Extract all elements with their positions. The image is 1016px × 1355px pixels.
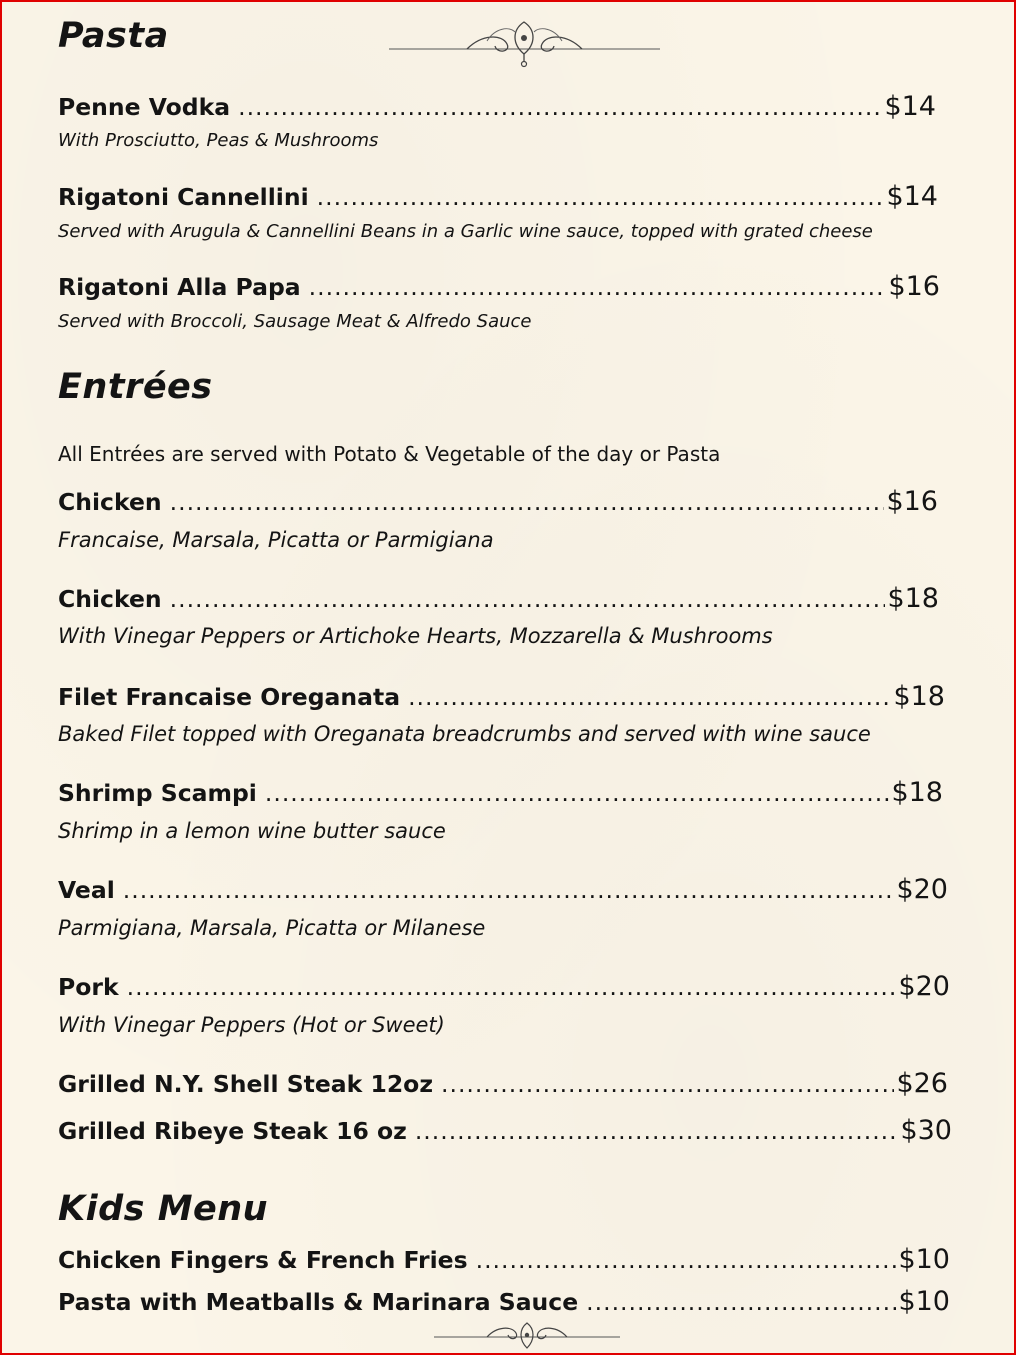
item-price: $20 [896, 874, 948, 905]
menu-item-pasta-meatballs [58, 1287, 950, 1317]
item-description: Baked Filet topped with Oreganata breadcrumbs and served with wine sauce [58, 722, 871, 746]
item-price: $18 [887, 583, 939, 614]
item-name: Veal [58, 876, 115, 904]
menu-item-pork [58, 972, 950, 1002]
menu-item-grilled-ny-shell-steak [58, 1069, 948, 1099]
item-price: $16 [886, 486, 938, 517]
item-name: Filet Francaise Oreganata [58, 683, 401, 711]
item-price: $10 [898, 1244, 950, 1275]
item-price: $16 [888, 271, 940, 302]
menu-item-rigatoni-alla-papa [58, 272, 940, 302]
pasta-section-title: Pasta [58, 16, 169, 56]
dot-leader [586, 1290, 896, 1316]
menu-item-grilled-ribeye-steak [58, 1116, 952, 1146]
item-name: Grilled Ribeye Steak 16 oz [58, 1117, 407, 1145]
menu-item-chicken-18 [58, 584, 939, 614]
item-description: With Prosciutto, Peas & Mushrooms [58, 130, 379, 151]
item-price: $30 [900, 1115, 952, 1146]
menu-item-penne-vodka [58, 92, 936, 122]
item-description: Served with Arugula & Cannellini Beans in a Garlic wine sauce, topped with grated cheese [58, 221, 873, 242]
item-price: $14 [886, 181, 938, 212]
item-description: Francaise, Marsala, Picatta or Parmigiana [58, 528, 494, 552]
menu-item-chicken-fingers [58, 1245, 950, 1275]
item-description: Parmigiana, Marsala, Picatta or Milanese [58, 916, 486, 940]
item-description: Shrimp in a lemon wine butter sauce [58, 819, 446, 843]
kids-section-title: Kids Menu [58, 1189, 269, 1229]
dot-leader [170, 490, 885, 516]
menu-item-chicken-16 [58, 487, 938, 517]
dot-leader [415, 1119, 899, 1145]
item-name: Chicken Fingers & French Fries [58, 1246, 468, 1274]
dot-leader [170, 587, 886, 613]
item-name: Pork [58, 973, 119, 1001]
menu-item-filet-francaise-oreganata [58, 682, 945, 712]
dot-leader [476, 1248, 897, 1274]
flourish-ornament-top-icon [387, 16, 662, 68]
item-name: Chicken [58, 488, 162, 516]
item-price: $20 [898, 971, 950, 1002]
entrees-section-title: Entrées [58, 367, 213, 407]
dot-leader [238, 95, 882, 121]
item-description: With Vinegar Peppers or Artichoke Hearts, Mozzarella & Mushrooms [58, 624, 773, 648]
item-price: $18 [893, 681, 945, 712]
item-description: With Vinegar Peppers (Hot or Sweet) [58, 1013, 445, 1037]
item-name: Grilled N.Y. Shell Steak 12oz [58, 1070, 433, 1098]
dot-leader [317, 185, 885, 211]
item-name: Shrimp Scampi [58, 779, 257, 807]
item-name: Chicken [58, 585, 162, 613]
dot-leader [408, 685, 891, 711]
dot-leader [123, 878, 895, 904]
entrees-note: All Entrées are served with Potato & Vegetable of the day or Pasta [58, 442, 721, 466]
menu-item-rigatoni-cannellini [58, 182, 938, 212]
item-price: $18 [891, 777, 943, 808]
dot-leader [441, 1072, 894, 1098]
item-description: Served with Broccoli, Sausage Meat & Alfredo Sauce [58, 311, 532, 332]
item-price: $10 [898, 1286, 950, 1317]
dot-leader [127, 975, 897, 1001]
item-name: Rigatoni Alla Papa [58, 273, 301, 301]
item-price: $26 [896, 1068, 948, 1099]
flourish-ornament-bottom-icon [432, 1320, 622, 1354]
dot-leader [265, 781, 890, 807]
item-name: Pasta with Meatballs & Marinara Sauce [58, 1288, 579, 1316]
menu-item-shrimp-scampi [58, 778, 943, 808]
item-name: Rigatoni Cannellini [58, 183, 309, 211]
item-name: Penne Vodka [58, 93, 231, 121]
dot-leader [309, 275, 887, 301]
menu-item-veal [58, 875, 948, 905]
item-price: $14 [884, 91, 936, 122]
